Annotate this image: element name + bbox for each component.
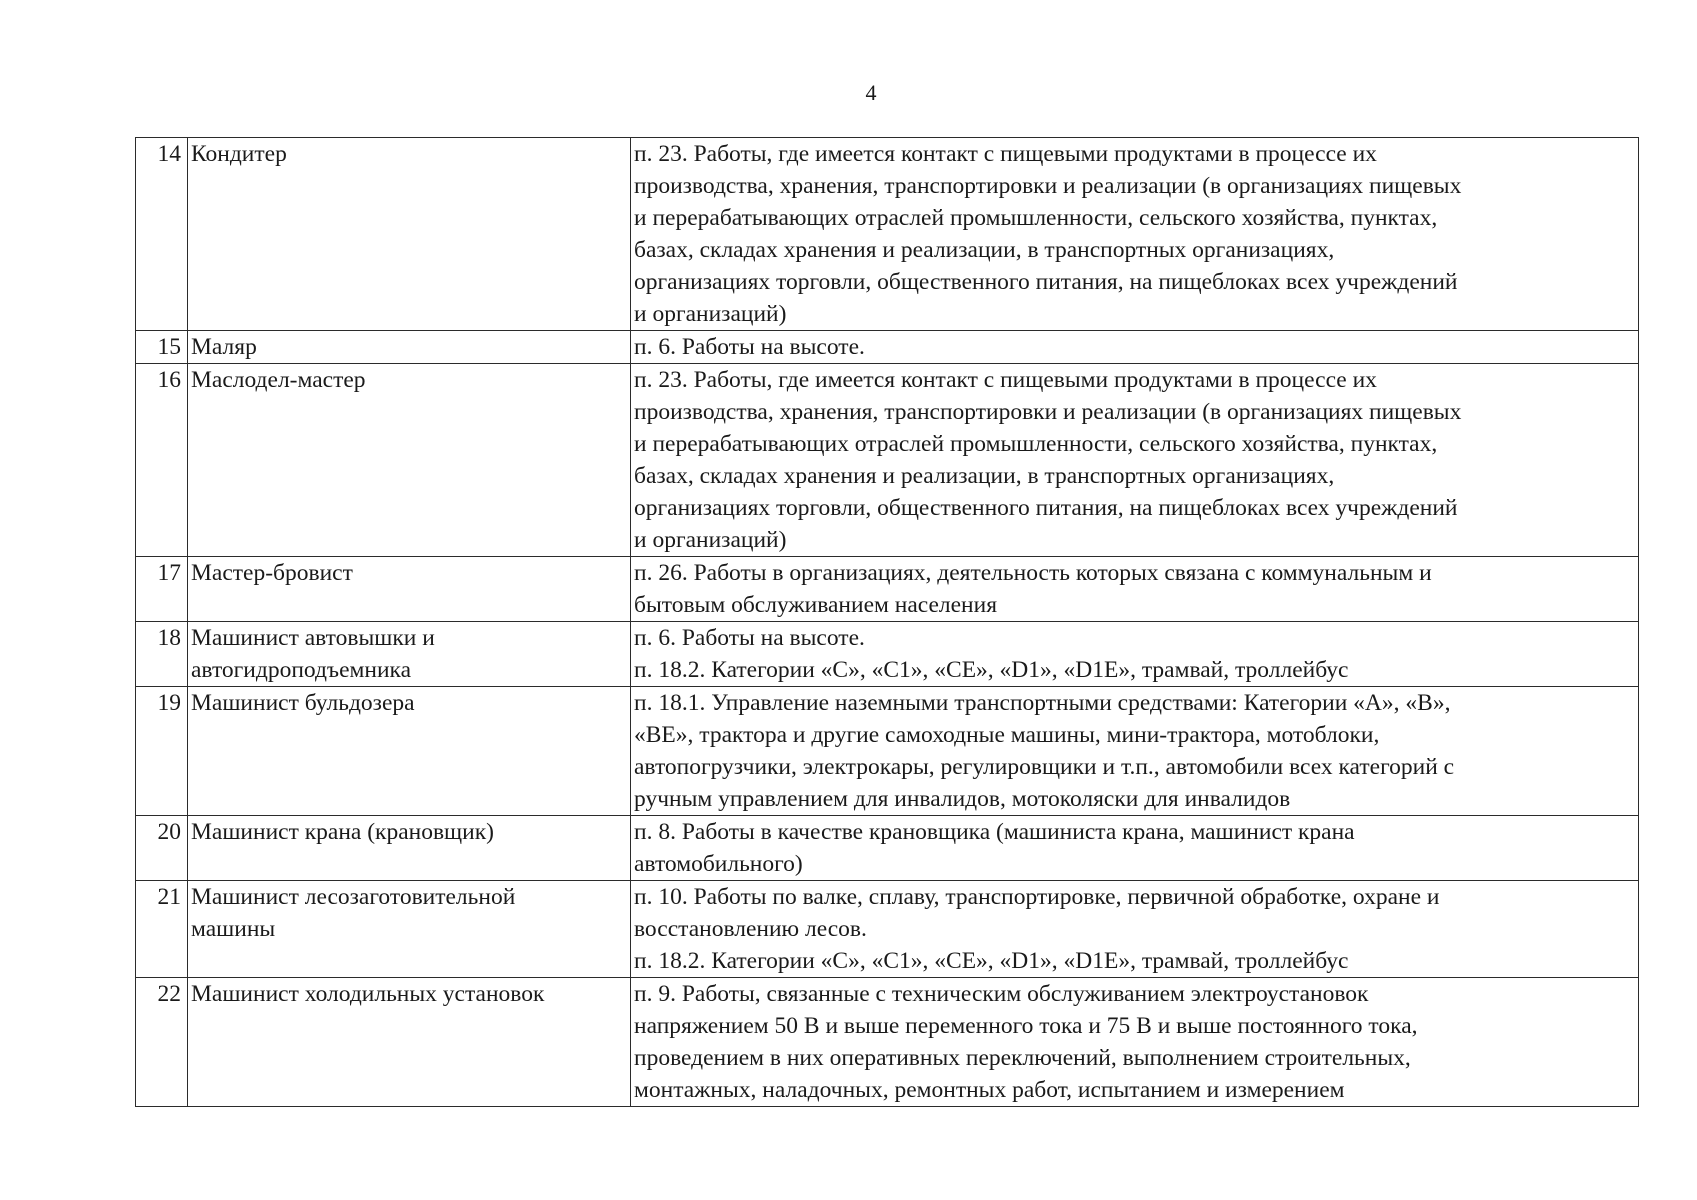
requirement-line: п. 10. Работы по валке, сплаву, транспортировке, первичной обработке, охране и: [634, 884, 1440, 910]
profession-line: Мастер-бровист: [191, 560, 353, 586]
requirement-cell: [631, 622, 1639, 687]
requirement-line: организациях торговли, общественного питания, на пищеблоках всех учреждений: [634, 495, 1458, 521]
profession-line: Машинист лесозаготовительной: [191, 884, 516, 910]
table-row: [136, 557, 1639, 622]
requirement-line: п. 23. Работы, где имеется контакт с пищевыми продуктами в процессе их: [634, 141, 1377, 167]
row-number: 20: [136, 816, 188, 881]
profession-cell: [188, 557, 631, 622]
requirement-line: п. 23. Работы, где имеется контакт с пищевыми продуктами в процессе их: [634, 367, 1377, 393]
requirement-line: и организаций): [634, 527, 787, 553]
requirement-line: п. 9. Работы, связанные с техническим обслуживанием электроустановок: [634, 981, 1369, 1007]
requirement-cell: [631, 816, 1639, 881]
professions-table: [135, 137, 1639, 1107]
profession-line: Машинист бульдозера: [191, 690, 415, 716]
table-row: [136, 978, 1639, 1107]
table-row: [136, 138, 1639, 331]
profession-cell: [188, 881, 631, 978]
profession-line: Машинист автовышки и: [191, 625, 435, 651]
profession-cell: [188, 978, 631, 1107]
profession-line: Маляр: [191, 334, 257, 360]
requirement-line: восстановлению лесов.: [634, 916, 867, 942]
requirement-line: базах, складах хранения и реализации, в транспортных организациях,: [634, 237, 1335, 263]
table-row: [136, 816, 1639, 881]
requirement-cell: [631, 331, 1639, 364]
row-number: 15: [136, 331, 188, 364]
requirement-cell: [631, 881, 1639, 978]
requirement-line: п. 8. Работы в качестве крановщика (машиниста крана, машинист крана: [634, 819, 1355, 845]
requirement-cell: [631, 557, 1639, 622]
row-number: 22: [136, 978, 188, 1107]
page-number: 4: [865, 80, 877, 105]
profession-line: Машинист крана (крановщик): [191, 819, 494, 845]
table-body: [136, 138, 1639, 1107]
requirement-line: и организаций): [634, 301, 787, 327]
row-number: 18: [136, 622, 188, 687]
profession-cell: [188, 331, 631, 364]
profession-cell: [188, 138, 631, 331]
requirement-line: п. 18.2. Категории «C», «C1», «CE», «D1», «D1E», трамвай, троллейбус: [634, 948, 1349, 974]
requirement-line: автомобильного): [634, 851, 803, 877]
requirement-cell: [631, 138, 1639, 331]
profession-line: машины: [191, 916, 276, 942]
table-row: [136, 622, 1639, 687]
requirement-cell: [631, 364, 1639, 557]
requirement-line: п. 26. Работы в организациях, деятельность которых связана с коммунальным и: [634, 560, 1432, 586]
requirement-line: п. 6. Работы на высоте.: [634, 334, 865, 360]
requirement-cell: [631, 687, 1639, 816]
requirement-line: п. 18.2. Категории «C», «C1», «CE», «D1», «D1E», трамвай, троллейбус: [634, 657, 1349, 683]
requirement-line: и перерабатывающих отраслей промышленности, сельского хозяйства, пунктах,: [634, 431, 1438, 457]
requirement-cell: [631, 978, 1639, 1107]
profession-line: Кондитер: [191, 141, 287, 167]
profession-cell: [188, 687, 631, 816]
table-row: [136, 881, 1639, 978]
row-number: 14: [136, 138, 188, 331]
profession-line: Маслодел-мастер: [191, 367, 366, 393]
profession-cell: [188, 364, 631, 557]
profession-line: автогидроподъемника: [191, 657, 412, 683]
table-row: [136, 687, 1639, 816]
row-number: 21: [136, 881, 188, 978]
requirement-line: ручным управлением для инвалидов, мотоколяски для инвалидов: [634, 786, 1291, 812]
requirement-line: проведением в них оперативных переключений, выполнением строительных,: [634, 1045, 1411, 1071]
requirement-line: «BE», трактора и другие самоходные машины, мини-трактора, мотоблоки,: [634, 722, 1380, 748]
profession-cell: [188, 622, 631, 687]
profession-cell: [188, 816, 631, 881]
requirement-line: производства, хранения, транспортировки и реализации (в организациях пищевых: [634, 399, 1462, 425]
table-row: [136, 331, 1639, 364]
requirement-line: п. 6. Работы на высоте.: [634, 625, 865, 651]
requirement-line: организациях торговли, общественного питания, на пищеблоках всех учреждений: [634, 269, 1458, 295]
requirement-line: напряжением 50 В и выше переменного тока и 75 В и выше постоянного тока,: [634, 1013, 1418, 1039]
row-number: 17: [136, 557, 188, 622]
row-number: 19: [136, 687, 188, 816]
profession-line: Машинист холодильных установок: [191, 981, 545, 1007]
requirement-line: и перерабатывающих отраслей промышленности, сельского хозяйства, пунктах,: [634, 205, 1438, 231]
requirement-line: бытовым обслуживанием населения: [634, 592, 998, 618]
requirement-line: автопогрузчики, электрокары, регулировщики и т.п., автомобили всех категорий с: [634, 754, 1455, 780]
row-number: 16: [136, 364, 188, 557]
table-row: [136, 364, 1639, 557]
requirement-line: п. 18.1. Управление наземными транспортными средствами: Категории «A», «B»,: [634, 690, 1451, 716]
requirement-line: базах, складах хранения и реализации, в транспортных организациях,: [634, 463, 1335, 489]
requirement-line: производства, хранения, транспортировки и реализации (в организациях пищевых: [634, 173, 1462, 199]
requirement-line: монтажных, наладочных, ремонтных работ, испытанием и измерением: [634, 1077, 1345, 1103]
